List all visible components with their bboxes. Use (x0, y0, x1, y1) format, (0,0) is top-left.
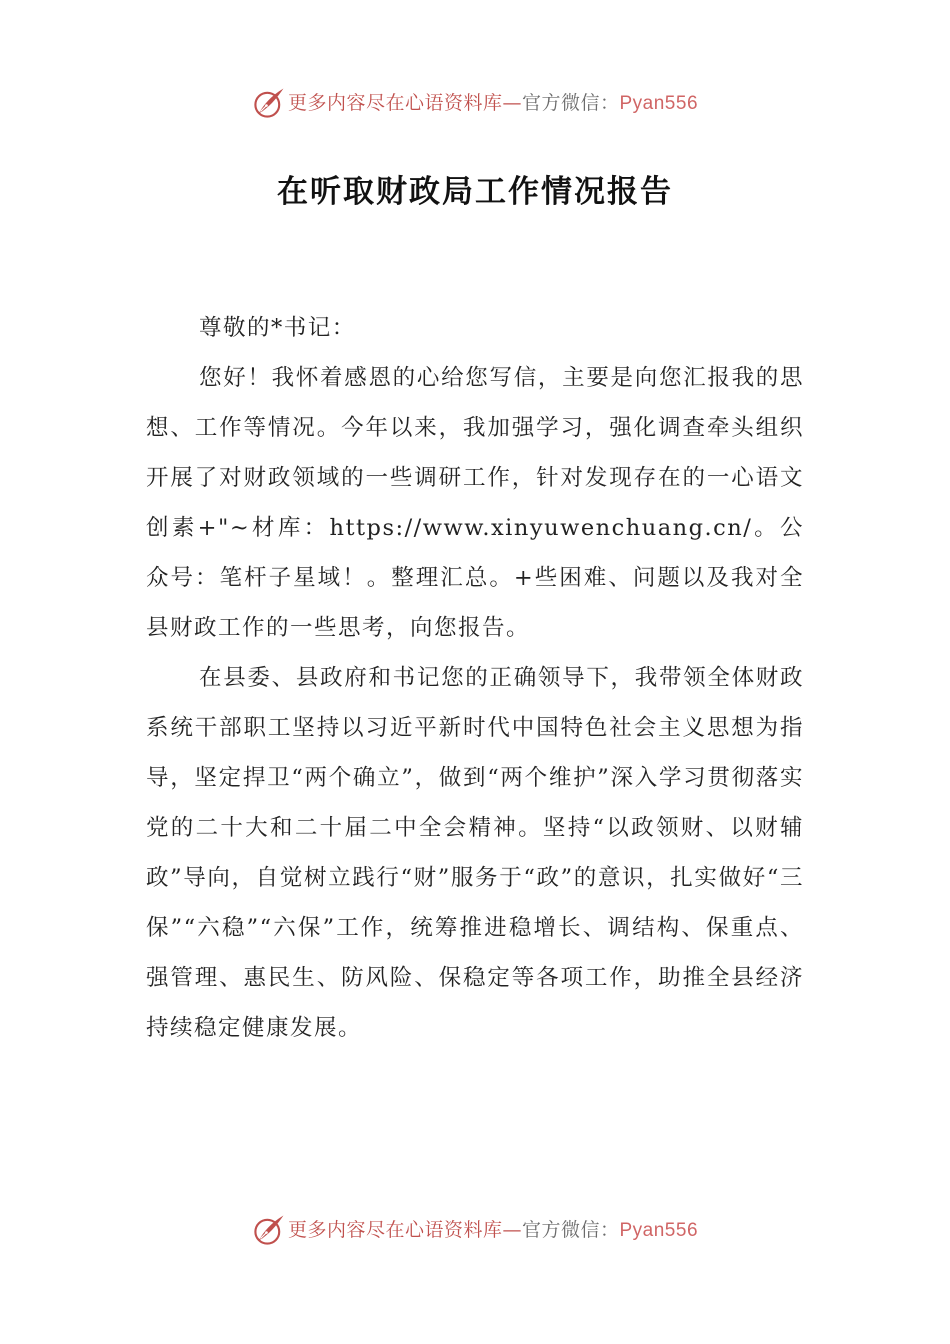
salutation: 尊敬的*书记： (199, 315, 356, 341)
banner-dash: — (502, 91, 522, 114)
banner-dash: — (502, 1218, 522, 1241)
paragraph-2: 在县委、县政府和书记您的正确领导下，我带领全体财政系统干部职工坚持以习近平新时代中国特色社会主义思想为指导，坚定捍卫“两个确立”，做到“两个维护”深入学习贯彻落实党的二十大和二十届二中全会精神。坚持“以政领财、以财辅政”导向，自觉树立践行“财”服务于“政”的意识，扎实做好“三保”“六稳”“六保”工作，统筹推进稳增长、调结构、保重点、强管理、惠民生、防风险、保稳定等各项工作，助推全县经济持续稳定健康发展。 (146, 665, 804, 1041)
document-title: 在听取财政局工作情况报告 (277, 174, 673, 210)
quill-pen-logo-icon (252, 1213, 286, 1247)
banner-wechat-id: Pyan556 (619, 92, 699, 114)
paragraph-1: 您好！我怀着感恩的心给您写信，主要是向您汇报我的思想、工作等情况。今年以来，我加强学习，强化调查牵头组织开展了对财政领域的一些调研工作，针对发现存在的一心语文创素+"~材库：https://www.xinyuwenchuang.cn/。公众号：笔杆子星域！。整理汇总。+些困难、问题以及我对全县财政工作的一些思考，向您报告。 (146, 365, 804, 641)
header-banner (0, 83, 950, 123)
banner-main-text: 更多内容尽在心语资料库 (287, 91, 503, 114)
banner-official-label: 官方微信： (521, 91, 620, 114)
banner-official-label: 官方微信： (521, 1218, 620, 1241)
footer-banner (0, 1210, 950, 1250)
banner-wechat-id: Pyan556 (619, 1219, 699, 1241)
document-body (146, 303, 804, 1053)
banner-main-text: 更多内容尽在心语资料库 (287, 1218, 503, 1241)
quill-pen-logo-icon (252, 86, 286, 120)
